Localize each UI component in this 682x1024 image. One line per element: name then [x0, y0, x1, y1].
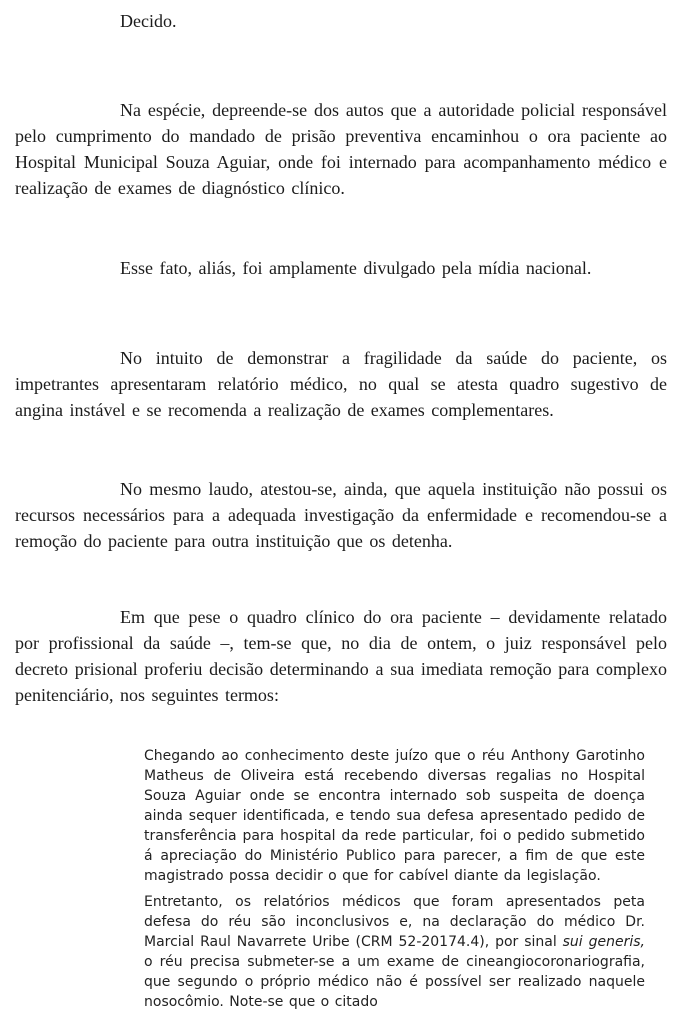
- body-paragraph-3: No intuito de demonstrar a fragilidade da saúde do paciente, os impetrantes apresentaram relatório médico, no qual se atesta quadro sugestivo de angina instável e se recomenda a realização de exames complementares.: [15, 348, 667, 420]
- decision-heading: Decido.: [120, 11, 177, 31]
- decision-quote-block: [144, 746, 645, 1012]
- quote-paragraph-2-italic: sui generis,: [562, 934, 645, 950]
- body-paragraph-5: Em que pese o quadro clínico do ora paciente – devidamente relatado por profissional da saúde –, tem-se que, no dia de ontem, o juiz responsável pelo decreto prisional proferiu decisão determinando a sua imediata remoção para complexo penitenciário, nos seguintes termos:: [15, 607, 667, 705]
- body-paragraph-1: Na espécie, depreende-se dos autos que a autoridade policial responsável pelo cumprimento do mandado de prisão preventiva encaminhou o ora paciente ao Hospital Municipal Souza Aguiar, onde foi internado para acompanhamento médico e realização de exames de diagnóstico clínico.: [15, 100, 667, 198]
- quote-paragraph-2-text: Entretanto, os relatórios médicos que foram apresentados peta defesa do réu são inconclusivos e, na declaração do médico Dr. Marcial Raul Navarrete Uribe (CRM 52-20174.4), por sinal: [144, 894, 645, 950]
- quote-paragraph-2: [144, 892, 645, 1012]
- body-paragraph-2: Esse fato, aliás, foi amplamente divulgado pela mídia nacional.: [120, 258, 592, 278]
- quote-paragraph-2-text-cont: o réu precisa submeter-se a um exame de cineangiocoronariografia, que segundo o próprio médico não é possível ser realizado naquele nosocômio. Note-se que o citado: [144, 954, 645, 1010]
- quote-paragraph-1: Chegando ao conhecimento deste juízo que o réu Anthony Garotinho Matheus de Oliveira está recebendo diversas regalias no Hospital Souza Aguiar onde se encontra internado sob suspeita de doença ainda sequer identificada, e tendo sua defesa apresentado pedido de transferência para hospital da rede particular, foi o pedido submetido á apreciação do Ministério Publico para parecer, a fim de que este magistrado possa decidir o que for cabível diante da legislação.: [144, 748, 645, 884]
- body-paragraph-4: No mesmo laudo, atestou-se, ainda, que aquela instituição não possui os recursos necessários para a adequada investigação da enfermidade e recomendou-se a remoção do paciente para outra instituição que os detenha.: [15, 479, 667, 551]
